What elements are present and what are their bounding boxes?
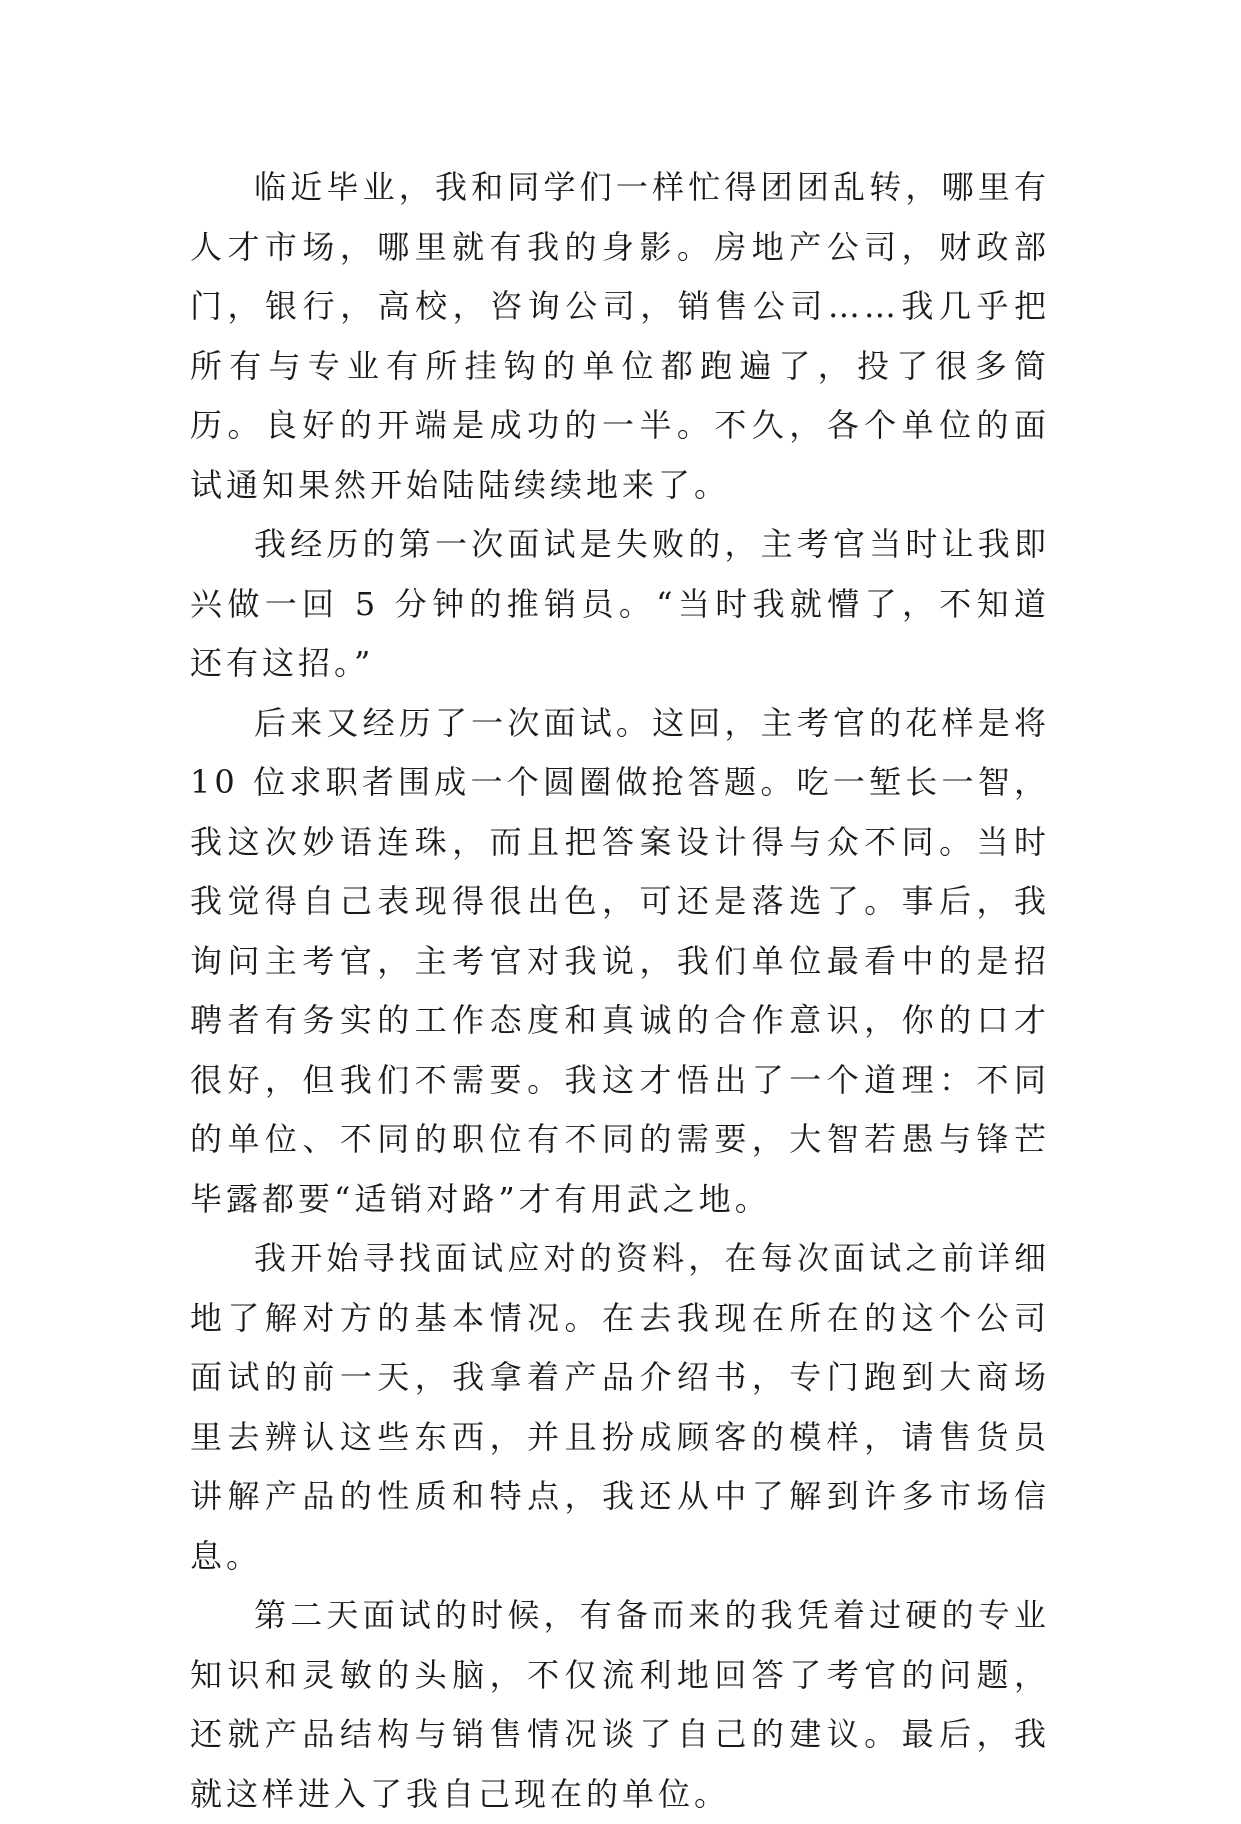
- paragraph-5: 第二天面试的时候，有备而来的我凭着过硬的专业知识和灵敏的头脑，不仅流利地回答了考官的问题，还就产品结构与销售情况谈了自己的建议。最后，我就这样进入了我自己现在的单位。: [190, 1596, 1050, 1813]
- paragraph-2: 我经历的第一次面试是失败的，主考官当时让我即兴做一回 5 分钟的推销员。“当时我就懵了，不知道还有这招。”: [190, 525, 1050, 682]
- paragraph-4: 我开始寻找面试应对的资料，在每次面试之前详细地了解对方的基本情况。在去我现在所在的这个公司面试的前一天，我拿着产品介绍书，专门跑到大商场里去辨认这些东西，并且扮成顾客的模样，请售货员讲解产品的性质和特点，我还从中了解到许多市场信息。: [190, 1239, 1050, 1575]
- document-body: [190, 158, 1050, 1824]
- paragraph-3: 后来又经历了一次面试。这回，主考官的花样是将 10 位求职者围成一个圆圈做抢答题。吃一堑长一智，我这次妙语连珠，而且把答案设计得与众不同。当时我觉得自己表现得很出色，可还是落选了。事后，我询问主考官，主考官对我说，我们单位最看中的是招聘者有务实的工作态度和真诚的合作意识，你的口才很好，但我们不需要。我这才悟出了一个道理：不同的单位、不同的职位有不同的需要，大智若愚与锋芒毕露都要“适销对路”才有用武之地。: [190, 703, 1050, 1218]
- paragraph-1: 临近毕业，我和同学们一样忙得团团乱转，哪里有人才市场，哪里就有我的身影。房地产公司，财政部门，银行，高校，咨询公司，销售公司……我几乎把所有与专业有所挂钩的单位都跑遍了，投了很多简历。良好的开端是成功的一半。不久，各个单位的面试通知果然开始陆陆续续地来了。: [190, 168, 1050, 504]
